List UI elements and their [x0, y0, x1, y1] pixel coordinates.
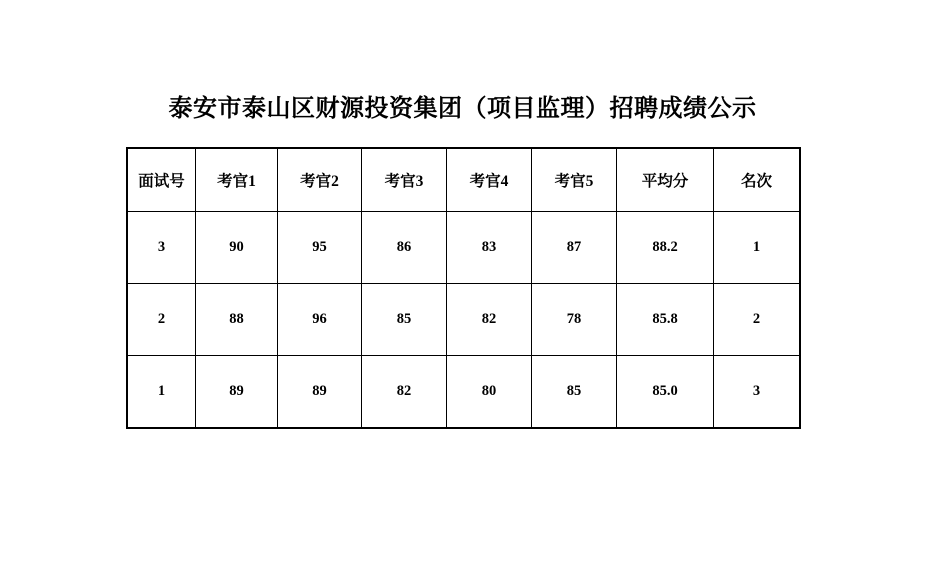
column-header-examiner-2: 考官2 [278, 149, 362, 212]
column-header-average: 平均分 [617, 149, 714, 212]
cell-examiner-2: 95 [278, 212, 362, 284]
cell-examiner-4: 80 [447, 356, 532, 428]
column-header-interview-no: 面试号 [128, 149, 196, 212]
cell-examiner-4: 82 [447, 284, 532, 356]
scores-table-container [127, 148, 799, 428]
scores-table [127, 148, 800, 428]
column-header-rank: 名次 [714, 149, 800, 212]
cell-examiner-2: 96 [278, 284, 362, 356]
column-header-examiner-4: 考官4 [447, 149, 532, 212]
cell-examiner-4: 83 [447, 212, 532, 284]
cell-average: 88.2 [617, 212, 714, 284]
column-header-examiner-3: 考官3 [362, 149, 447, 212]
cell-examiner-3: 85 [362, 284, 447, 356]
cell-examiner-5: 78 [532, 284, 617, 356]
cell-average: 85.0 [617, 356, 714, 428]
column-header-examiner-5: 考官5 [532, 149, 617, 212]
cell-rank: 2 [714, 284, 800, 356]
cell-examiner-1: 88 [196, 284, 278, 356]
cell-examiner-3: 86 [362, 212, 447, 284]
cell-examiner-3: 82 [362, 356, 447, 428]
table-row [128, 212, 800, 284]
cell-interview-no: 1 [128, 356, 196, 428]
table-header-row [128, 149, 800, 212]
cell-interview-no: 3 [128, 212, 196, 284]
column-header-examiner-1: 考官1 [196, 149, 278, 212]
table-row [128, 284, 800, 356]
cell-rank: 3 [714, 356, 800, 428]
cell-average: 85.8 [617, 284, 714, 356]
page-title: 泰安市泰山区财源投资集团（项目监理）招聘成绩公示 [168, 96, 757, 122]
cell-rank: 1 [714, 212, 800, 284]
cell-interview-no: 2 [128, 284, 196, 356]
table-row [128, 356, 800, 428]
cell-examiner-1: 90 [196, 212, 278, 284]
cell-examiner-5: 87 [532, 212, 617, 284]
cell-examiner-1: 89 [196, 356, 278, 428]
cell-examiner-5: 85 [532, 356, 617, 428]
cell-examiner-2: 89 [278, 356, 362, 428]
